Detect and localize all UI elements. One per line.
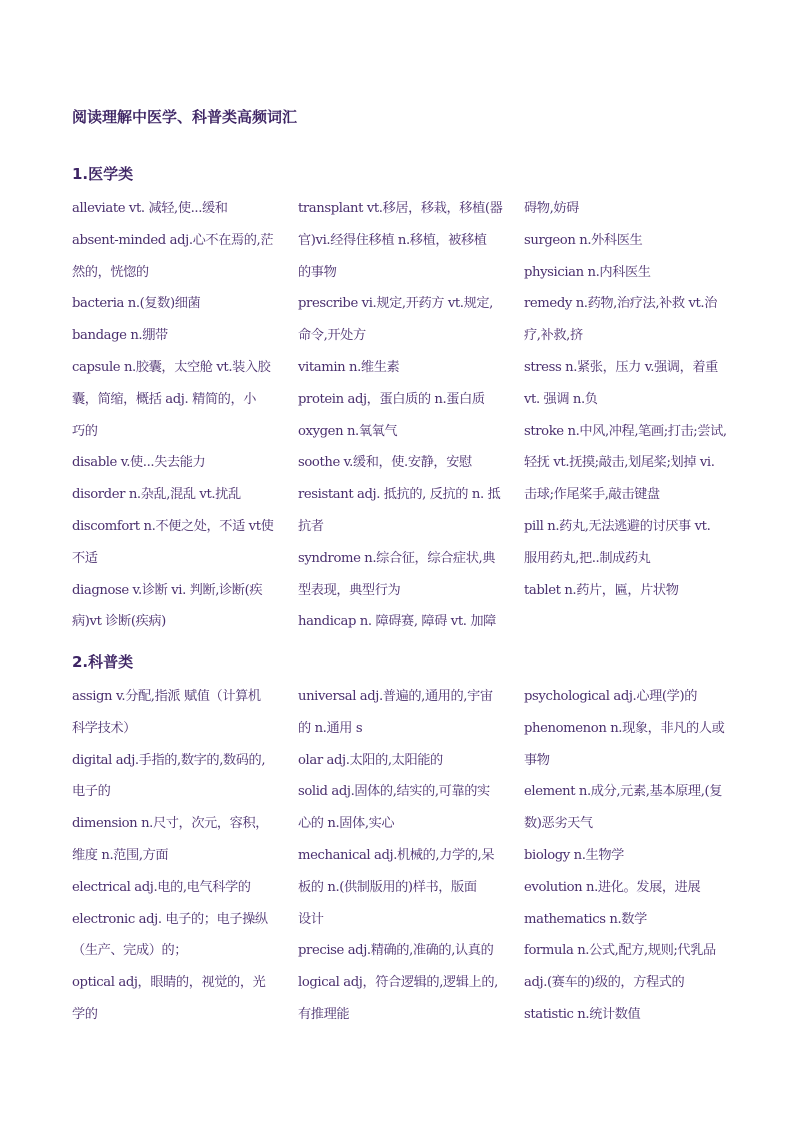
vocab-line: 心的 n.固体,实心 — [298, 816, 395, 832]
vocab-line: 维度 n.范围,方面 — [72, 847, 169, 863]
page-title: 阅读理解中医学、科普类高频词汇 — [72, 108, 298, 126]
vocab-line: digital adj.手指的,数字的,数码的, — [72, 752, 266, 768]
vocab-line: electrical adj.电的,电气科学的 — [72, 879, 251, 895]
vocab-line: evolution n.进化。发展，进展 — [524, 879, 701, 895]
vocab-line: optical adj，眼睛的，视觉的，光 — [72, 975, 266, 991]
vocab-line: electronic adj. 电子的；电子操纵 — [72, 911, 268, 927]
vocab-line: assign v.分配,指派 赋值（计算机 — [72, 689, 261, 704]
vocab-line: 电子的 — [72, 784, 111, 800]
vocab-line: dimension n.尺寸，次元，容积， — [72, 816, 269, 832]
vocab-line: （生产、完成）的； — [72, 943, 188, 959]
vocab-line: diagnose v.诊断 vi. 判断,诊断(疾 — [72, 582, 263, 598]
vocab-line: universal adj.普遍的,通用的,宇宙 — [298, 689, 493, 704]
vocab-line: precise adj.精确的,准确的,认真的 — [298, 943, 494, 959]
vocab-line: capsule n.胶囊，太空舱 vt.装入胶 — [72, 359, 271, 375]
vocab-line: absent-minded adj.心不在焉的,茫 — [72, 232, 274, 248]
vocab-line: psychological adj.心理(学)的 — [524, 689, 697, 704]
vocab-line: statistic n.统计数值 — [524, 1006, 641, 1022]
vocab-line: 命令,开处方 — [298, 328, 366, 344]
vocab-line: alleviate vt. 减轻,使...缓和 — [72, 201, 228, 216]
vocab-line: resistant adj. 抵抗的, 反抗的 n. 抵 — [298, 487, 501, 503]
vocab-line: vt. 强调 n.负 — [524, 391, 598, 407]
vocab-line: remedy n.药物,治疗法,补救 vt.治 — [524, 296, 718, 312]
vocab-line: formula n.公式,配方,规则;代乳品 — [524, 943, 716, 959]
vocab-line: transplant vt.移居，移栽，移植(器 — [298, 201, 503, 216]
science-column-3 — [524, 688, 738, 1038]
vocab-line: 疗,补救,挤 — [524, 328, 583, 344]
science-column-2 — [298, 688, 512, 1038]
vocab-line: tablet n.药片，匾，片状物 — [524, 582, 679, 598]
vocab-line: 服用药丸,把..制成药丸 — [524, 550, 651, 566]
vocab-line: adj.(赛车的)级的，方程式的 — [524, 975, 685, 991]
vocab-line: olar adj.太阳的,太阳能的 — [298, 752, 443, 768]
vocab-line: biology n.生物学 — [524, 847, 624, 863]
medical-column-1 — [72, 200, 286, 645]
vocab-line: discomfort n.不便之处，不适 vt使 — [72, 518, 274, 534]
vocab-line: 的 n.通用 s — [298, 720, 363, 736]
vocab-line: 型表现，典型行为 — [298, 582, 401, 598]
vocab-line: 板的 n.(供制版用的)样书，版面 — [298, 879, 477, 895]
vocab-line: disable v.使...失去能力 — [72, 455, 206, 471]
vocab-line: 碍物,妨碍 — [524, 201, 579, 216]
vocab-line: soothe v.缓和，使.安静，安慰 — [298, 455, 472, 471]
medical-column-2 — [298, 200, 512, 645]
vocab-line: bandage n.绷带 — [72, 328, 168, 344]
vocab-line: solid adj.固体的,结实的,可靠的实 — [298, 784, 490, 800]
vocab-line: prescribe vi.规定,开药方 vt.规定, — [298, 296, 493, 312]
vocab-line: surgeon n.外科医生 — [524, 232, 643, 248]
vocab-line: 不适 — [72, 550, 98, 566]
vocab-line: element n.成分,元素,基本原理,(复 — [524, 784, 723, 800]
vocab-line: oxygen n.氧氧气 — [298, 423, 398, 439]
vocab-line: phenomenon n.现象，非凡的人或 — [524, 720, 725, 736]
vocab-line: pill n.药丸,无法逃避的讨厌事 vt. — [524, 518, 711, 534]
vocab-line: 囊，简缩，概括 adj. 精简的，小 — [72, 391, 257, 407]
vocab-line: stroke n.中风,冲程,笔画;打击;尝试, — [524, 423, 727, 439]
science-column-1 — [72, 688, 286, 1038]
vocab-line: 的事物 — [298, 264, 337, 280]
vocab-line: handicap n. 障碍赛, 障碍 vt. 加障 — [298, 614, 496, 630]
vocab-line: logical adj，符合逻辑的,逻辑上的, — [298, 975, 498, 991]
vocab-line: 病)vt 诊断(疾病) — [72, 614, 166, 630]
vocab-line: protein adj，蛋白质的 n.蛋白质 — [298, 391, 485, 407]
vocab-line: 击球;作尾桨手,敲击键盘 — [524, 487, 660, 503]
vocab-line: 数)恶劣天气 — [524, 816, 593, 832]
vocab-line: 巧的 — [72, 423, 98, 439]
vocab-line: 抗者 — [298, 518, 324, 534]
vocab-line: 有推理能 — [298, 1006, 350, 1022]
vocab-line: vitamin n.维生素 — [298, 359, 400, 375]
vocab-line: 学的 — [72, 1006, 98, 1022]
vocab-line: 然的，恍惚的 — [72, 264, 149, 280]
vocab-line: physician n.内科医生 — [524, 264, 651, 280]
vocab-line: 官)vi.经得住移植 n.移植，被移植 — [298, 232, 487, 248]
vocab-line: mathematics n.数学 — [524, 911, 647, 927]
vocab-line: syndrome n.综合征，综合症状,典 — [298, 550, 496, 566]
vocab-line: stress n.紧张，压力 v.强调，着重 — [524, 359, 718, 375]
vocab-line: mechanical adj.机械的,力学的,呆 — [298, 847, 495, 863]
section-heading-medical: 1.医学类 — [72, 165, 134, 183]
vocab-line: 科学技术） — [72, 720, 136, 736]
medical-column-3 — [524, 200, 738, 613]
vocab-line: 轻抚 vt.抚摸;敲击,划尾桨;划掉 vi. — [524, 455, 715, 471]
vocab-line: bacteria n.(复数)细菌 — [72, 296, 201, 312]
vocab-line: disorder n.杂乱,混乱 vt.扰乱 — [72, 487, 241, 503]
vocab-line: 事物 — [524, 752, 550, 768]
section-heading-science: 2.科普类 — [72, 653, 134, 671]
vocab-line: 设计 — [298, 911, 324, 927]
